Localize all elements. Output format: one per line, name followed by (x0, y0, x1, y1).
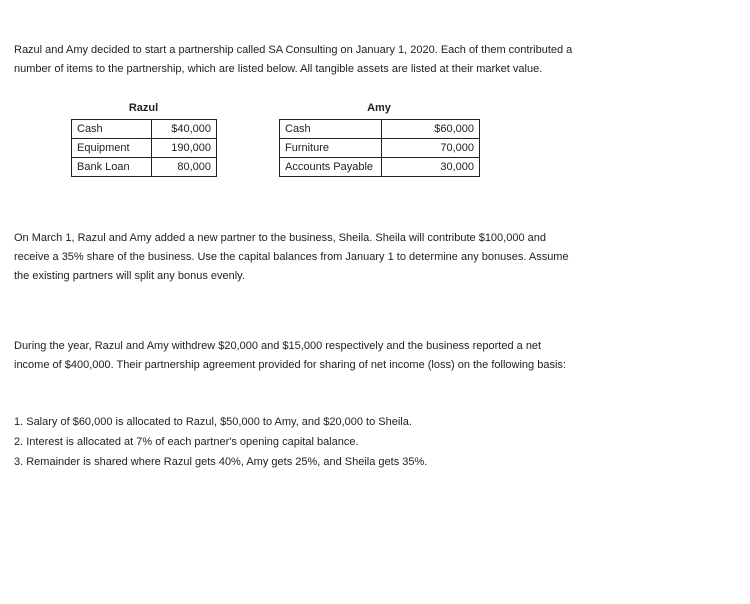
item-value: 190,000 (152, 139, 217, 158)
para-line: receive a 35% share of the business. Use the capital balances from January 1 to determine any bonuses. Assume (14, 251, 569, 263)
table-row (280, 139, 480, 158)
amy-table (279, 119, 480, 177)
item-label: Bank Loan (72, 158, 152, 177)
intro-line: Razul and Amy decided to start a partnership called SA Consulting on January 1, 2020. Each of them contributed a (14, 44, 573, 56)
list-item: 3. Remainder is shared where Razul gets 40%, Amy gets 25%, and Sheila gets 35%. (14, 456, 428, 468)
item-value: 70,000 (382, 139, 480, 158)
item-label: Cash (72, 120, 152, 139)
income-paragraph (14, 337, 566, 375)
intro-line: number of items to the partnership, which are listed below. All tangible assets are listed at their market value. (14, 63, 543, 75)
item-label: Cash (280, 120, 382, 139)
para-line: On March 1, Razul and Amy added a new partner to the business, Sheila. Sheila will contribute $100,000 and (14, 232, 546, 244)
item-value: 80,000 (152, 158, 217, 177)
list-item: 1. Salary of $60,000 is allocated to Razul, $50,000 to Amy, and $20,000 to Sheila. (14, 416, 412, 428)
table-row (280, 158, 480, 177)
item-label: Accounts Payable (280, 158, 382, 177)
new-partner-paragraph (14, 229, 569, 286)
table-row (72, 139, 217, 158)
para-line: During the year, Razul and Amy withdrew $20,000 and $15,000 respectively and the business reported a net (14, 340, 542, 352)
para-line: the existing partners will split any bonus evenly. (14, 270, 245, 282)
allocation-list (14, 412, 427, 472)
table-row (72, 158, 217, 177)
item-value: $40,000 (152, 120, 217, 139)
item-value: $60,000 (382, 120, 480, 139)
item-label: Equipment (72, 139, 152, 158)
amy-table-title: Amy (367, 102, 391, 114)
razul-table-title: Razul (128, 102, 159, 114)
item-label: Furniture (280, 139, 382, 158)
para-line: income of $400,000. Their partnership agreement provided for sharing of net income (loss) on the following basis: (14, 359, 566, 371)
intro-paragraph (14, 41, 572, 79)
razul-table (71, 119, 217, 177)
table-row (280, 120, 480, 139)
list-item: 2. Interest is allocated at 7% of each partner's opening capital balance. (14, 436, 359, 448)
item-value: 30,000 (382, 158, 480, 177)
table-row (72, 120, 217, 139)
